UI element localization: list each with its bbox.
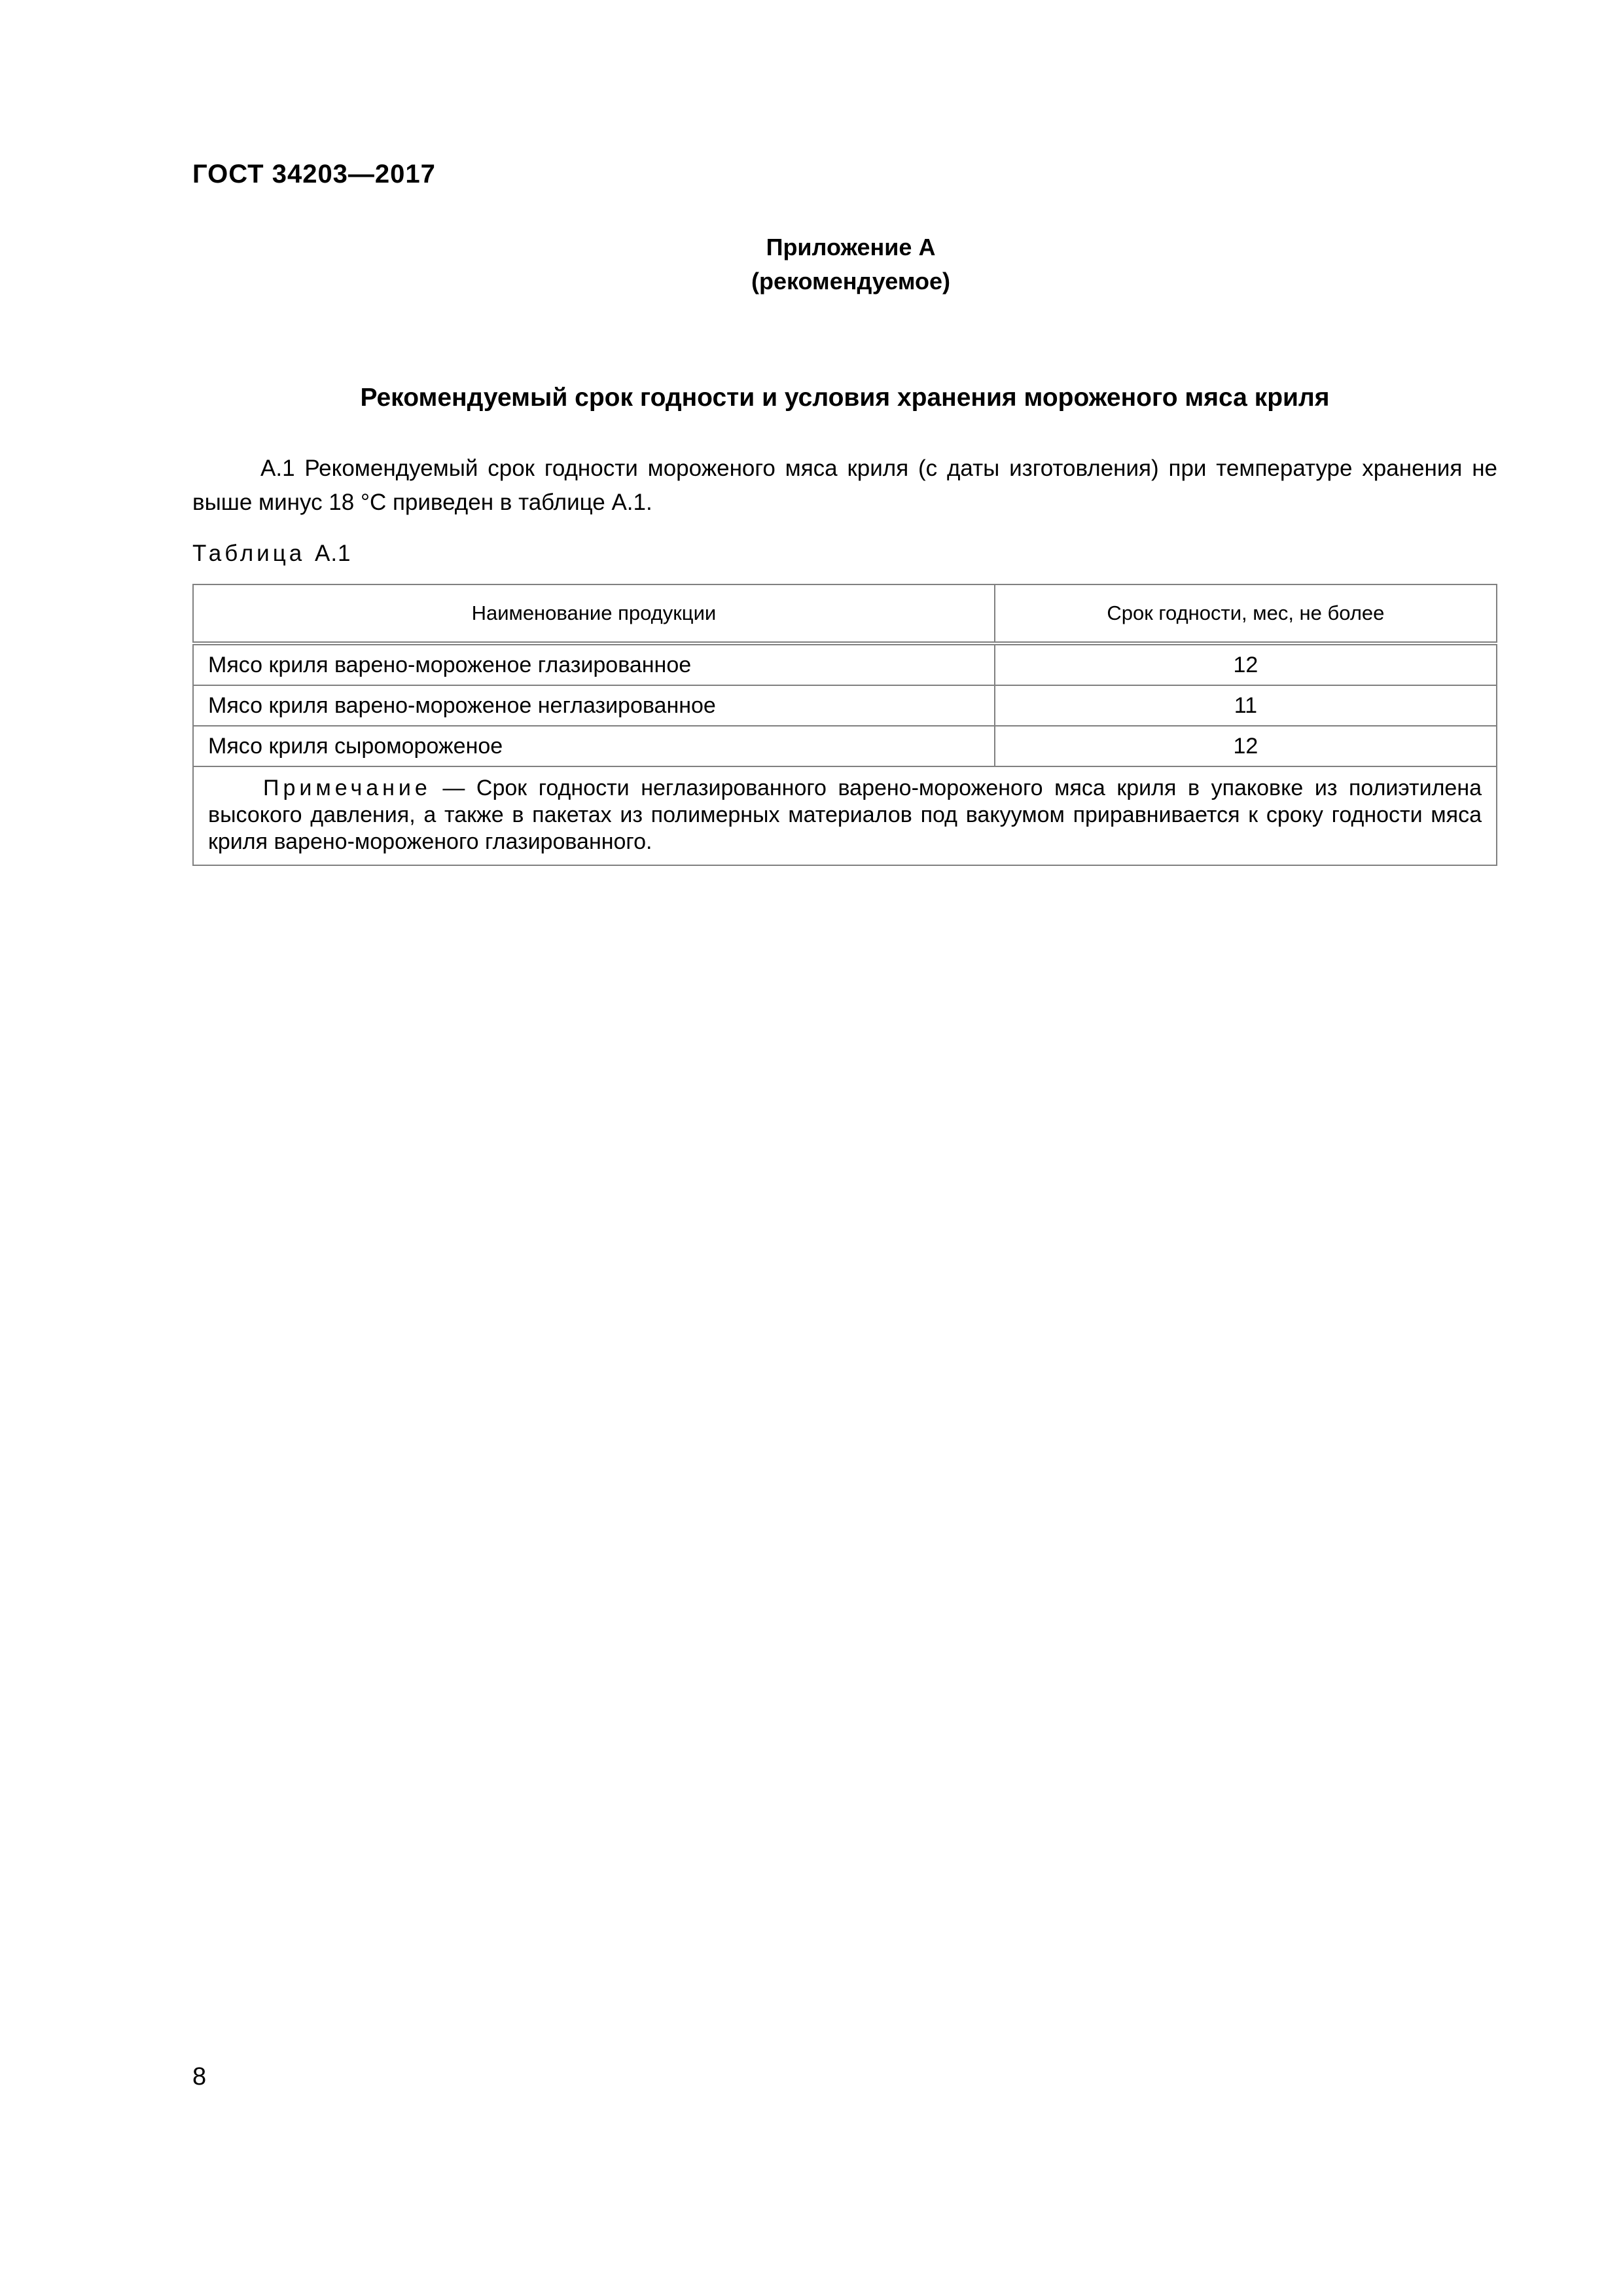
table-header-row [193,584,1497,643]
cell-shelf-life: 11 [995,685,1497,726]
document-code: ГОСТ 34203—2017 [192,160,436,188]
shelf-life-table [192,584,1497,866]
appendix-title: Приложение А [766,234,936,260]
cell-product: Мясо криля варено-мороженое неглазированное [193,685,995,726]
table-row [193,685,1497,726]
appendix-status: (рекомендуемое) [751,268,950,295]
paragraph-a1: А.1 Рекомендуемый срок годности мороженого мяса криля (с даты изготовления) при температуре хранения не выше минус 18 °С приведен в таблице А.1. [192,456,1497,515]
table-caption-number: А.1 [314,541,351,566]
column-header-shelf-life: Срок годности, мес, не более [995,584,1497,643]
cell-shelf-life: 12 [995,726,1497,766]
note-label: Примечание [263,776,431,800]
table-caption [192,541,351,567]
table-row [193,726,1497,766]
table-note-row [193,766,1497,865]
appendix-heading [0,230,1623,298]
cell-product: Мясо криля сыромороженое [193,726,995,766]
table-row [193,643,1497,685]
section-title: Рекомендуемый срок годности и условия хранения мороженого мяса криля [360,384,1330,412]
cell-shelf-life: 12 [995,643,1497,685]
note-text: — Срок годности неглазированного варено-мороженого мяса криля в упаковке из полиэтилена высокого давления, а также в пакетах из полимерных материалов под вакуумом приравнивается к сроку годности мяса криля варено-мороженого глазированного. [208,776,1482,854]
table-note [193,766,1497,865]
page-number: 8 [192,2063,207,2090]
cell-product: Мясо криля варено-мороженое глазированное [193,643,995,685]
column-header-product: Наименование продукции [193,584,995,643]
table-caption-word: Таблица [192,541,306,566]
